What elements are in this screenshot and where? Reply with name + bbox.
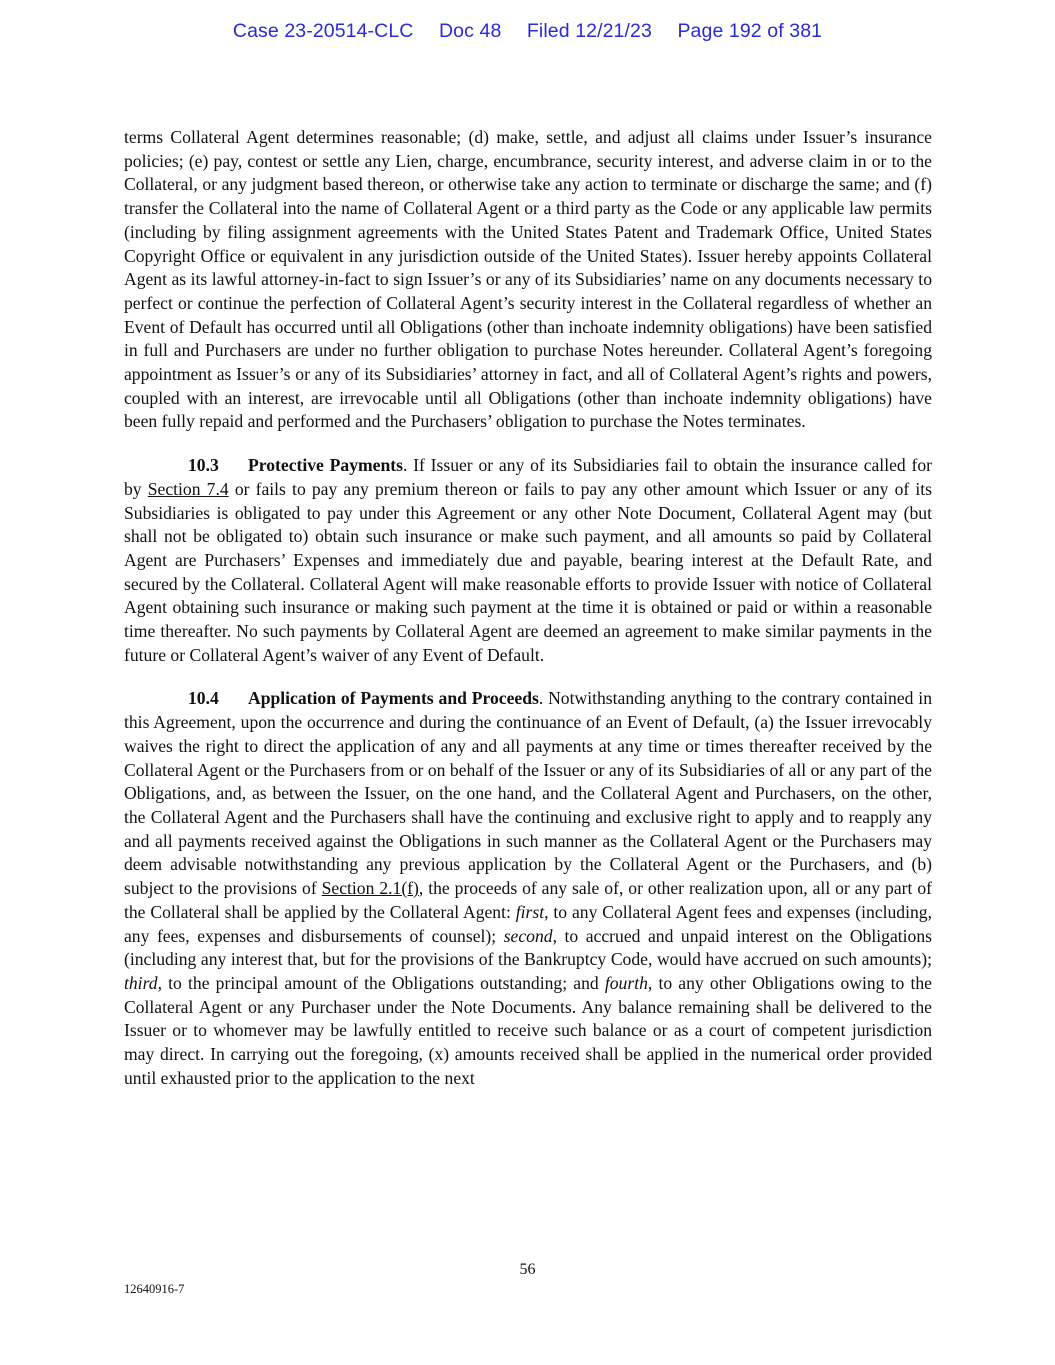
section-text: , to accrued and unpaid interest on the Obligations (including any interest that, but for the provisions of the Bankruptcy Code, would have accrued on such amounts);	[124, 925, 932, 970]
ordinal-second: second	[503, 925, 553, 946]
section-text: , to the principal amount of the Obligations outstanding; and	[157, 972, 605, 993]
doc-number: Doc 48	[439, 20, 502, 42]
page-number: 56	[519, 1261, 536, 1278]
section-title: Application of Payments and Proceeds	[248, 688, 539, 709]
section-text: . If Issuer or any of its Subsidiaries fail to obtain the insurance called for by	[124, 455, 932, 499]
section-number: 10.4	[188, 688, 219, 709]
ordinal-first: first	[515, 901, 545, 922]
section-text: , the proceeds of any sale of, or other realization upon, all or any part of the Collateral shall be applied by the Collateral Agent:	[124, 878, 932, 922]
section-reference-link[interactable]: Section 7.4	[147, 478, 229, 499]
section-text: , to any other Obligations owing to the Collateral Agent or any Purchaser under the Note Documents. Any balance remaining shall be delivered to the Issuer or to whomever may be lawfully entitled to receive such balance or as a court of competent jurisdiction may direct. In carrying out the foregoing, (x) amounts received shall be applied in the numerical order provided until exhausted prior to the application to the next	[124, 972, 932, 1088]
document-body	[124, 126, 932, 1110]
case-number: Case 23-20514-CLC	[232, 20, 414, 42]
section-reference-link[interactable]: Section 2.1(f)	[321, 878, 419, 899]
filed-date: Filed 12/21/23	[526, 20, 652, 42]
ordinal-third: third	[124, 972, 158, 993]
section-title: Protective Payments	[248, 455, 403, 476]
section-text: or fails to pay any premium thereon or fails to pay any other amount which Issuer or any of its Subsidiaries is obligated to pay under this Agreement or any other Note Document, Collateral Agent may (but shall not be obligated to) obtain such insurance or make such payment, and all amounts so paid by Collateral Agent are Purchasers’ Expenses and immediately due and payable, bearing interest at the Default Rate, and secured by the Collateral. Collateral Agent will make reasonable efforts to provide Issuer with notice of Collateral Agent obtaining such insurance or making such payment at the time it is obtained or paid or within a reasonable time thereafter. No such payments by Collateral Agent are deemed an agreement to make similar payments in the future or Collateral Agent’s waiver of any Event of Default.	[124, 478, 932, 665]
case-header	[0, 20, 1055, 43]
continuation-paragraph: terms Collateral Agent determines reasonable; (d) make, settle, and adjust all claims under Issuer’s insurance policies; (e) pay, contest or settle any Lien, charge, encumbrance, security interest, and adverse claim in or to the Collateral, or any judgment based thereon, or otherwise take any action to terminate or discharge the same; and (f) transfer the Collateral into the name of Collateral Agent or a third party as the Code or any applicable law permits (including by filing assignment agreements with the United States Patent and Trademark Office, United States Copyright Office or equivalent in any jurisdiction outside of the United States). Issuer hereby appoints Collateral Agent as its lawful attorney-in-fact to sign Issuer’s or any of its Subsidiaries’ name on any documents necessary to perfect or continue the perfection of Collateral Agent’s security interest in the Collateral regardless of whether an Event of Default has occurred until all Obligations (other than inchoate indemnity obligations) have been satisfied in full and Purchasers are under no further obligation to purchase Notes hereunder. Collateral Agent’s foregoing appointment as Issuer’s or any of its Subsidiaries’ attorney in fact, and all of Collateral Agent’s rights and powers, coupled with an interest, are irrevocable until all Obligations (other than inchoate indemnity obligations) have been fully repaid and performed and the Purchasers’ obligation to purchase the Notes terminates.	[124, 127, 932, 432]
section-text: , to any Collateral Agent fees and expenses (including, any fees, expenses and disbursements of counsel);	[124, 901, 932, 946]
section-10-3	[124, 454, 932, 667]
section-10-4	[124, 687, 932, 1090]
ordinal-fourth: fourth	[604, 972, 648, 993]
section-text: . Notwithstanding anything to the contrary contained in this Agreement, upon the occurrence and during the continuance of an Event of Default, (a) the Issuer irrevocably waives the right to direct the application of any and all payments at any time or times thereafter received by the Collateral Agent or the Purchasers from or on behalf of the Issuer or any of its Subsidiaries of all or any part of the Obligations, and, as between the Issuer, on the one hand, and the Collateral Agent and Purchasers, on the other, the Collateral Agent and the Purchasers shall have the continuing and exclusive right to apply and to reapply any and all payments received against the Obligations in such manner as the Collateral Agent or the Purchasers may deem advisable notwithstanding any previous application by the Collateral Agent or the Purchasers, and (b) subject to the provisions of	[124, 688, 932, 899]
section-number: 10.3	[188, 455, 219, 476]
document-id: 12640916-7	[124, 1282, 185, 1296]
page-count: Page 192 of 381	[677, 20, 823, 42]
